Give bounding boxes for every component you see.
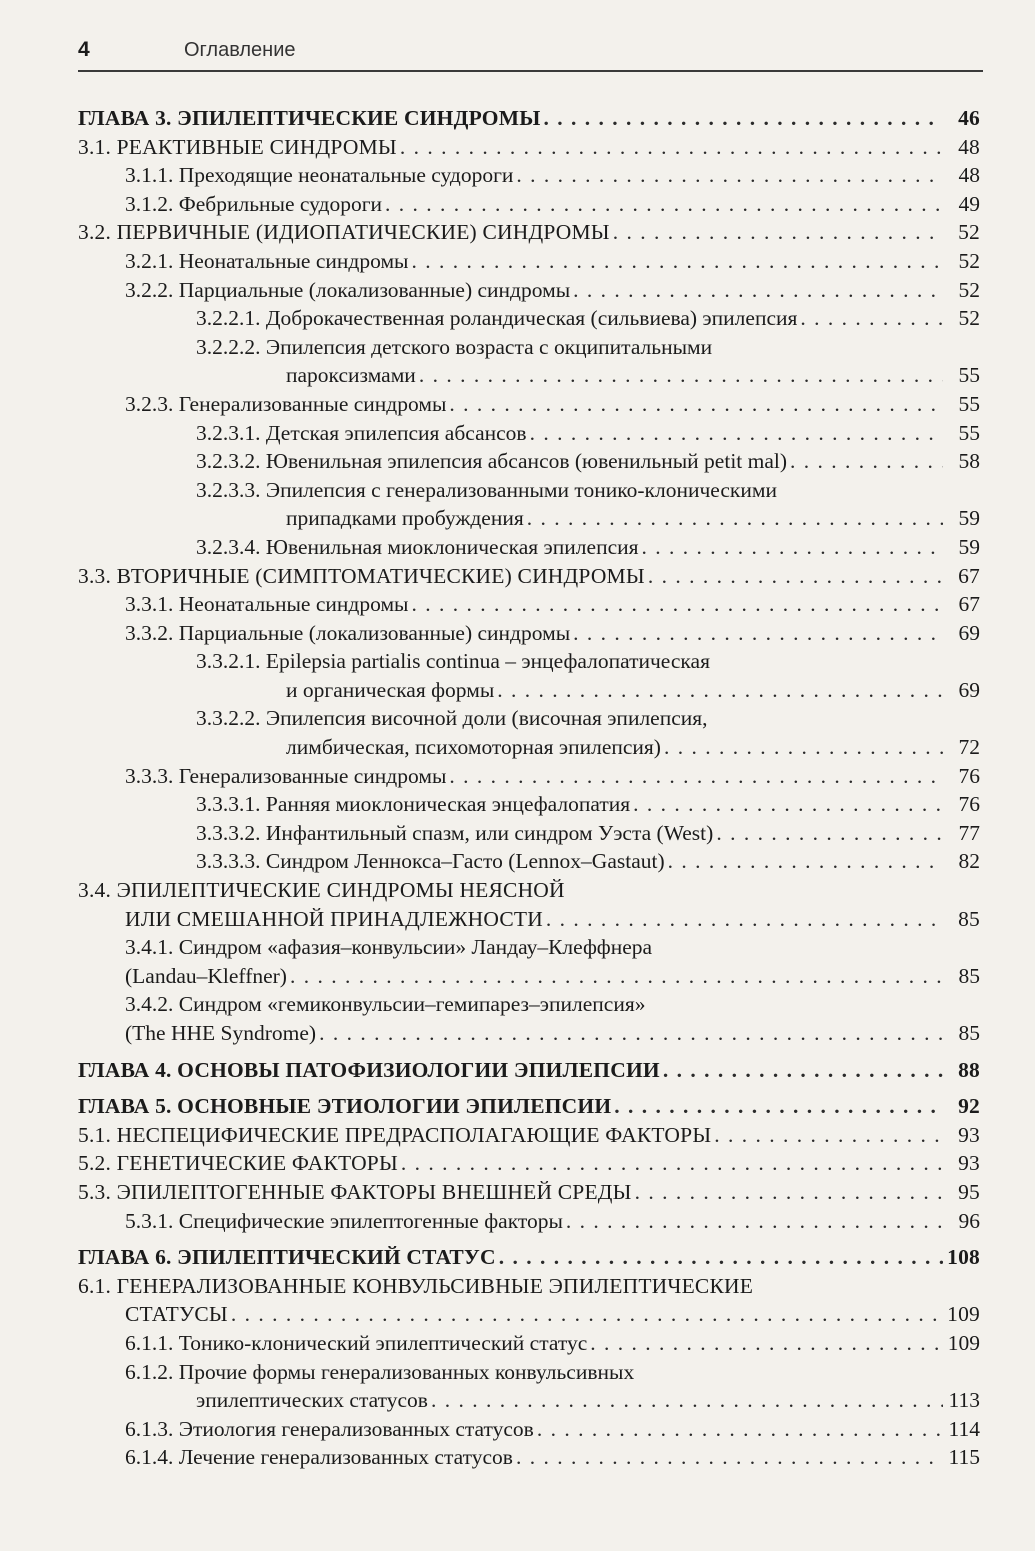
toc-entry-title: ИЛИ СМЕШАННОЙ ПРИНАДЛЕЖНОСТИ bbox=[125, 906, 543, 931]
toc-entry-page: 67 bbox=[958, 592, 980, 617]
dot-leader bbox=[573, 619, 943, 648]
toc-entry-title: ГЛАВА 3. ЭПИЛЕПТИЧЕСКИЕ СИНДРОМЫ bbox=[78, 106, 541, 130]
toc-entry[interactable] bbox=[78, 419, 980, 448]
toc-entry-title-line1: 6.1. ГЕНЕРАЛИЗОВАННЫЕ КОНВУЛЬСИВНЫЕ ЭПИЛЕПТИЧЕСКИЕ bbox=[78, 1273, 754, 1298]
toc-entry-title-line1: 3.2.3.3. Эпилепсия с генерализованными тонико-клоническими bbox=[196, 477, 777, 502]
toc-entry-page: 52 bbox=[958, 306, 980, 331]
toc-entry[interactable] bbox=[78, 304, 980, 333]
toc-entry-page: 96 bbox=[958, 1208, 980, 1233]
toc-entry-page: 85 bbox=[958, 906, 980, 931]
toc-entry-page: 92 bbox=[958, 1094, 980, 1119]
dot-leader bbox=[231, 1300, 943, 1329]
toc-entry-page: 59 bbox=[958, 534, 980, 559]
toc-entry-page: 52 bbox=[958, 248, 980, 273]
toc-entry[interactable] bbox=[78, 1272, 980, 1329]
toc-entry[interactable] bbox=[78, 1092, 980, 1121]
dot-leader bbox=[530, 419, 943, 448]
toc-entry-page: 52 bbox=[958, 277, 980, 302]
toc-entry-title: 3.3.2. Парциальные (локализованные) синдромы bbox=[125, 620, 571, 645]
toc-entry[interactable] bbox=[78, 533, 980, 562]
toc-entry-title: 3.2.3. Генерализованные синдромы bbox=[125, 391, 447, 416]
toc-entry-title: 3.2.3.1. Детская эпилепсия абсансов bbox=[196, 420, 527, 445]
page-number: 4 bbox=[78, 38, 90, 61]
toc-entry[interactable] bbox=[78, 1415, 980, 1444]
dot-leader bbox=[516, 1443, 943, 1472]
table-of-contents bbox=[78, 104, 980, 1472]
dot-leader bbox=[716, 819, 943, 848]
toc-entry[interactable] bbox=[78, 190, 980, 219]
toc-entry-page: 93 bbox=[958, 1151, 980, 1176]
toc-entry[interactable] bbox=[78, 1178, 980, 1207]
toc-entry-page: 108 bbox=[947, 1245, 980, 1270]
toc-entry-page: 95 bbox=[958, 1179, 980, 1204]
toc-entry-page: 67 bbox=[958, 563, 980, 588]
toc-entry[interactable] bbox=[78, 647, 980, 704]
toc-entry-title: 3.3. ВТОРИЧНЫЕ (СИМПТОМАТИЧЕСКИЕ) СИНДРОМЫ bbox=[78, 563, 645, 588]
dot-leader bbox=[633, 790, 943, 819]
dot-leader bbox=[668, 847, 943, 876]
dot-leader bbox=[663, 1056, 943, 1085]
toc-entry-page: 58 bbox=[958, 449, 980, 474]
toc-entry-title: 3.2.3.4. Ювенильная миоклоническая эпилепсия bbox=[196, 534, 639, 559]
running-header bbox=[78, 36, 983, 72]
toc-entry-page: 49 bbox=[958, 191, 980, 216]
toc-entry[interactable] bbox=[78, 819, 980, 848]
toc-entry[interactable] bbox=[78, 447, 980, 476]
toc-entry-title: 3.2.3.2. Ювенильная эпилепсия абсансов (ювенильный petit mal) bbox=[196, 449, 788, 474]
toc-entry-title: 5.3.1. Специфические эпилептогенные факторы bbox=[125, 1208, 563, 1233]
toc-entry[interactable] bbox=[78, 476, 980, 533]
dot-leader bbox=[431, 1386, 943, 1415]
toc-entry-title: 5.2. ГЕНЕТИЧЕСКИЕ ФАКТОРЫ bbox=[78, 1151, 398, 1176]
toc-entry-title: 5.1. НЕСПЕЦИФИЧЕСКИЕ ПРЕДРАСПОЛАГАЮЩИЕ ФАКТОРЫ bbox=[78, 1122, 712, 1147]
toc-entry-title: СТАТУСЫ bbox=[125, 1302, 228, 1327]
toc-entry-title: 3.2. ПЕРВИЧНЫЕ (ИДИОПАТИЧЕСКИЕ) СИНДРОМЫ bbox=[78, 220, 610, 245]
toc-entry-title: лимбическая, психомоторная эпилепсия) bbox=[286, 735, 661, 760]
toc-entry-title: ГЛАВА 5. ОСНОВНЫЕ ЭТИОЛОГИИ ЭПИЛЕПСИИ bbox=[78, 1094, 612, 1119]
toc-entry-page: 46 bbox=[958, 106, 980, 130]
dot-leader bbox=[800, 304, 943, 333]
toc-entry-title: 6.1.1. Тонико-клонический эпилептический статус bbox=[125, 1330, 588, 1355]
toc-entry[interactable] bbox=[78, 1358, 980, 1415]
dot-leader bbox=[499, 1243, 943, 1272]
toc-entry[interactable] bbox=[78, 161, 980, 190]
dot-leader bbox=[449, 762, 943, 791]
toc-entry[interactable] bbox=[78, 1243, 980, 1272]
toc-entry-title-line1: 3.4.1. Синдром «афазия–конвульсии» Ландау–Клеффнера bbox=[125, 935, 653, 960]
toc-entry[interactable] bbox=[78, 762, 980, 791]
dot-leader bbox=[613, 218, 943, 247]
toc-entry-title: 3.3.3. Генерализованные синдромы bbox=[125, 763, 447, 788]
dot-leader bbox=[573, 276, 943, 305]
toc-entry-page: 48 bbox=[958, 134, 980, 159]
dot-leader bbox=[516, 161, 943, 190]
dot-leader bbox=[635, 1178, 943, 1207]
toc-entry-title: 3.3.3.3. Синдром Леннокса–Гасто (Lennox–Gastaut) bbox=[196, 849, 665, 874]
toc-entry[interactable] bbox=[78, 1149, 980, 1178]
toc-entry-page: 55 bbox=[958, 420, 980, 445]
toc-entry-page: 109 bbox=[947, 1330, 980, 1355]
toc-entry-page: 76 bbox=[958, 792, 980, 817]
toc-entry[interactable] bbox=[78, 1056, 980, 1085]
toc-entry-title: 6.1.3. Этиология генерализованных статусов bbox=[125, 1416, 534, 1441]
toc-entry-page: 69 bbox=[958, 620, 980, 645]
toc-entry-page: 85 bbox=[958, 1021, 980, 1045]
toc-entry[interactable] bbox=[78, 276, 980, 305]
toc-entry-page: 109 bbox=[947, 1302, 980, 1327]
toc-entry-title: (Landau–Kleffner) bbox=[125, 963, 287, 988]
dot-leader bbox=[290, 962, 943, 991]
dot-leader bbox=[546, 905, 943, 934]
dot-leader bbox=[400, 133, 943, 162]
toc-entry-title: припадками пробуждения bbox=[286, 506, 524, 531]
running-title: Оглавление bbox=[184, 39, 296, 61]
dot-leader bbox=[537, 1415, 943, 1444]
toc-entry-title-line1: 3.4. ЭПИЛЕПТИЧЕСКИЕ СИНДРОМЫ НЕЯСНОЙ bbox=[78, 878, 565, 903]
toc-entry-title: 3.2.2.1. Доброкачественная роландическая (сильвиева) эпилепсия bbox=[196, 306, 798, 331]
toc-entry-title: 3.1.1. Преходящие неонатальные судороги bbox=[125, 163, 514, 188]
toc-entry[interactable] bbox=[78, 933, 980, 990]
dot-leader bbox=[385, 190, 943, 219]
toc-entry-title-line1: 6.1.2. Прочие формы генерализованных конвульсивных bbox=[125, 1359, 635, 1384]
toc-entry-page: 93 bbox=[958, 1122, 980, 1147]
toc-entry-page: 113 bbox=[948, 1388, 980, 1413]
toc-entry-title: 3.2.2. Парциальные (локализованные) синдромы bbox=[125, 277, 571, 302]
dot-leader bbox=[497, 676, 943, 705]
toc-entry-page: 85 bbox=[958, 963, 980, 988]
dot-leader bbox=[527, 504, 943, 533]
toc-entry[interactable] bbox=[78, 133, 980, 162]
toc-entry[interactable] bbox=[78, 790, 980, 819]
toc-entry-title: 3.3.3.2. Инфантильный спазм, или синдром Уэста (West) bbox=[196, 820, 714, 845]
toc-entry[interactable] bbox=[78, 1207, 980, 1236]
toc-entry-page: 82 bbox=[958, 849, 980, 874]
toc-entry[interactable] bbox=[78, 590, 980, 619]
toc-entry[interactable] bbox=[78, 333, 980, 390]
dot-leader bbox=[419, 361, 943, 390]
dot-leader bbox=[449, 390, 943, 419]
toc-entry[interactable] bbox=[78, 990, 980, 1047]
toc-entry-title: 6.1.4. Лечение генерализованных статусов bbox=[125, 1445, 513, 1470]
toc-entry[interactable] bbox=[78, 619, 980, 648]
toc-entry[interactable] bbox=[78, 1443, 980, 1472]
toc-entry-page: 77 bbox=[958, 820, 980, 845]
toc-entry-page: 55 bbox=[958, 363, 980, 388]
toc-entry-title-line1: 3.3.2.2. Эпилепсия височной доли (височная эпилепсия, bbox=[196, 706, 708, 731]
dot-leader bbox=[401, 1149, 943, 1178]
toc-entry-page: 55 bbox=[958, 391, 980, 416]
toc-entry-title: ГЛАВА 6. ЭПИЛЕПТИЧЕСКИЙ СТАТУС bbox=[78, 1245, 496, 1270]
toc-entry-title: ГЛАВА 4. ОСНОВЫ ПАТОФИЗИОЛОГИИ ЭПИЛЕПСИИ bbox=[78, 1057, 660, 1082]
toc-entry-title-line1: 3.2.2.2. Эпилепсия детского возраста с окципитальными bbox=[196, 334, 713, 359]
toc-entry-title-line1: 3.4.2. Синдром «гемиконвульсии–гемипарез–эпилепсия» bbox=[125, 992, 646, 1017]
toc-entry-page: 72 bbox=[958, 735, 980, 760]
dot-leader bbox=[590, 1329, 943, 1358]
toc-entry-title: 5.3. ЭПИЛЕПТОГЕННЫЕ ФАКТОРЫ ВНЕШНЕЙ СРЕДЫ bbox=[78, 1179, 632, 1204]
toc-entry-title: 3.3.1. Неонатальные синдромы bbox=[125, 592, 409, 617]
toc-entry-title: пароксизмами bbox=[286, 363, 416, 388]
toc-entry-title: 3.3.3.1. Ранняя миоклоническая энцефалопатия bbox=[196, 792, 631, 817]
toc-entry[interactable] bbox=[78, 218, 980, 247]
toc-entry[interactable] bbox=[78, 1121, 980, 1150]
toc-entry-page: 76 bbox=[958, 763, 980, 788]
toc-entry-page: 59 bbox=[958, 506, 980, 531]
toc-entry[interactable] bbox=[78, 390, 980, 419]
toc-entry[interactable] bbox=[78, 876, 980, 933]
toc-entry[interactable] bbox=[78, 562, 980, 591]
toc-entry-page: 52 bbox=[958, 220, 980, 245]
toc-entry-page: 48 bbox=[958, 163, 980, 188]
toc-entry[interactable] bbox=[78, 704, 980, 761]
toc-entry[interactable] bbox=[78, 104, 980, 133]
dot-leader bbox=[714, 1121, 943, 1150]
toc-entry-page: 69 bbox=[958, 677, 980, 702]
toc-entry-title: эпилептических статусов bbox=[196, 1388, 428, 1413]
toc-entry-title: 3.1.2. Фебрильные судороги bbox=[125, 191, 383, 216]
dot-leader bbox=[566, 1207, 943, 1236]
toc-entry[interactable] bbox=[78, 1329, 980, 1358]
toc-entry-title-line1: 3.3.2.1. Epilepsia partialis continua – энцефалопатическая bbox=[196, 649, 710, 674]
toc-entry-page: 115 bbox=[948, 1445, 980, 1470]
toc-entry[interactable] bbox=[78, 247, 980, 276]
toc-entry-title: 3.2.1. Неонатальные синдромы bbox=[125, 248, 409, 273]
dot-leader bbox=[412, 590, 944, 619]
dot-leader bbox=[648, 562, 943, 591]
dot-leader bbox=[790, 447, 943, 476]
toc-entry-title: 3.1. РЕАКТИВНЫЕ СИНДРОМЫ bbox=[78, 134, 397, 159]
dot-leader bbox=[664, 733, 943, 762]
toc-entry[interactable] bbox=[78, 847, 980, 876]
toc-entry-title: и органическая формы bbox=[286, 677, 495, 702]
dot-leader bbox=[614, 1092, 943, 1121]
dot-leader bbox=[319, 1019, 943, 1048]
toc-entry-title: (The HHE Syndrome) bbox=[125, 1021, 317, 1045]
toc-entry-page: 114 bbox=[948, 1416, 980, 1441]
dot-leader bbox=[642, 533, 943, 562]
dot-leader bbox=[412, 247, 944, 276]
dot-leader bbox=[544, 104, 943, 133]
toc-entry-page: 88 bbox=[958, 1057, 980, 1082]
